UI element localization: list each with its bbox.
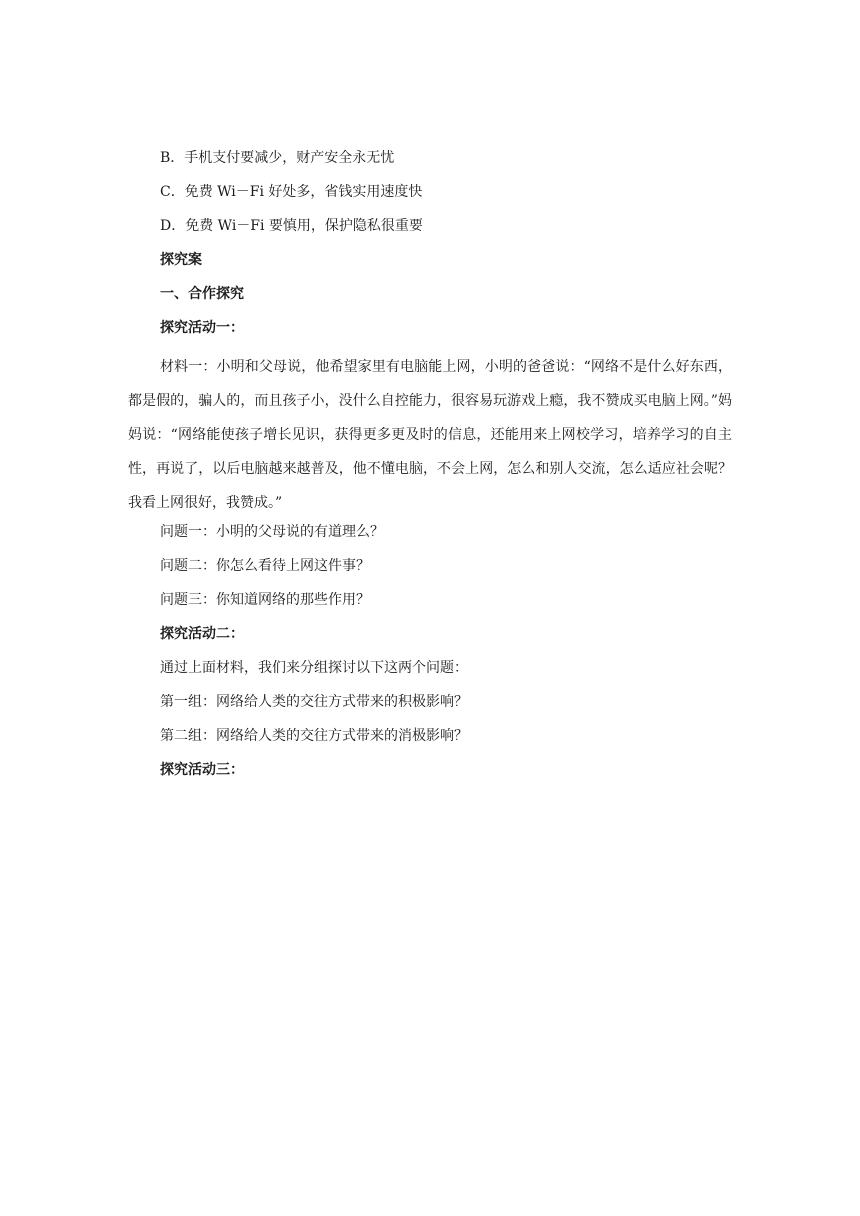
option-c: C．免费 Wi－Fi 好处多，省钱实用速度快: [160, 184, 423, 200]
activity-2-title: 探究活动二：: [160, 626, 244, 642]
activity-1-question-3: 问题三：你知道网络的那些作用？: [160, 592, 370, 608]
document-content: [128, 146, 732, 792]
activity-2-group-1: 第一组：网络给人类的交往方式带来的积极影响？: [160, 694, 468, 710]
activity-1-material: 材料一：小明和父母说，他希望家里有电脑能上网，小明的爸爸说：“网络不是什么好东西，都是假的，骗人的，而且孩子小，没什么自控能力，很容易玩游戏上瘾，我不赞成买电脑上网。”妈妈说：“网络能使孩子增长见识，获得更多更及时的信息，还能用来上网校学习，培养学习的自主性，再说了，以后电脑越来越普及，他不懂电脑，不会上网，怎么和别人交流，怎么适应社会呢？我看上网很好，我赞成。”: [128, 359, 732, 511]
activity-1-title: 探究活动一：: [160, 320, 244, 336]
activity-1-question-1: 问题一：小明的父母说的有道理么？: [160, 524, 384, 540]
activity-3-title: 探究活动三：: [160, 762, 244, 778]
option-d: D．免费 Wi－Fi 要慎用，保护隐私很重要: [160, 218, 423, 234]
subsection-title: 一、合作探究: [160, 286, 244, 302]
activity-2-group-2: 第二组：网络给人类的交往方式带来的消极影响？: [160, 728, 468, 744]
activity-1-question-2: 问题二：你怎么看待上网这件事？: [160, 558, 370, 574]
section-title: 探究案: [160, 252, 202, 268]
option-b: B．手机支付要减少，财产安全永无忧: [160, 150, 395, 166]
activity-2-intro: 通过上面材料，我们来分组探讨以下这两个问题：: [160, 660, 468, 676]
